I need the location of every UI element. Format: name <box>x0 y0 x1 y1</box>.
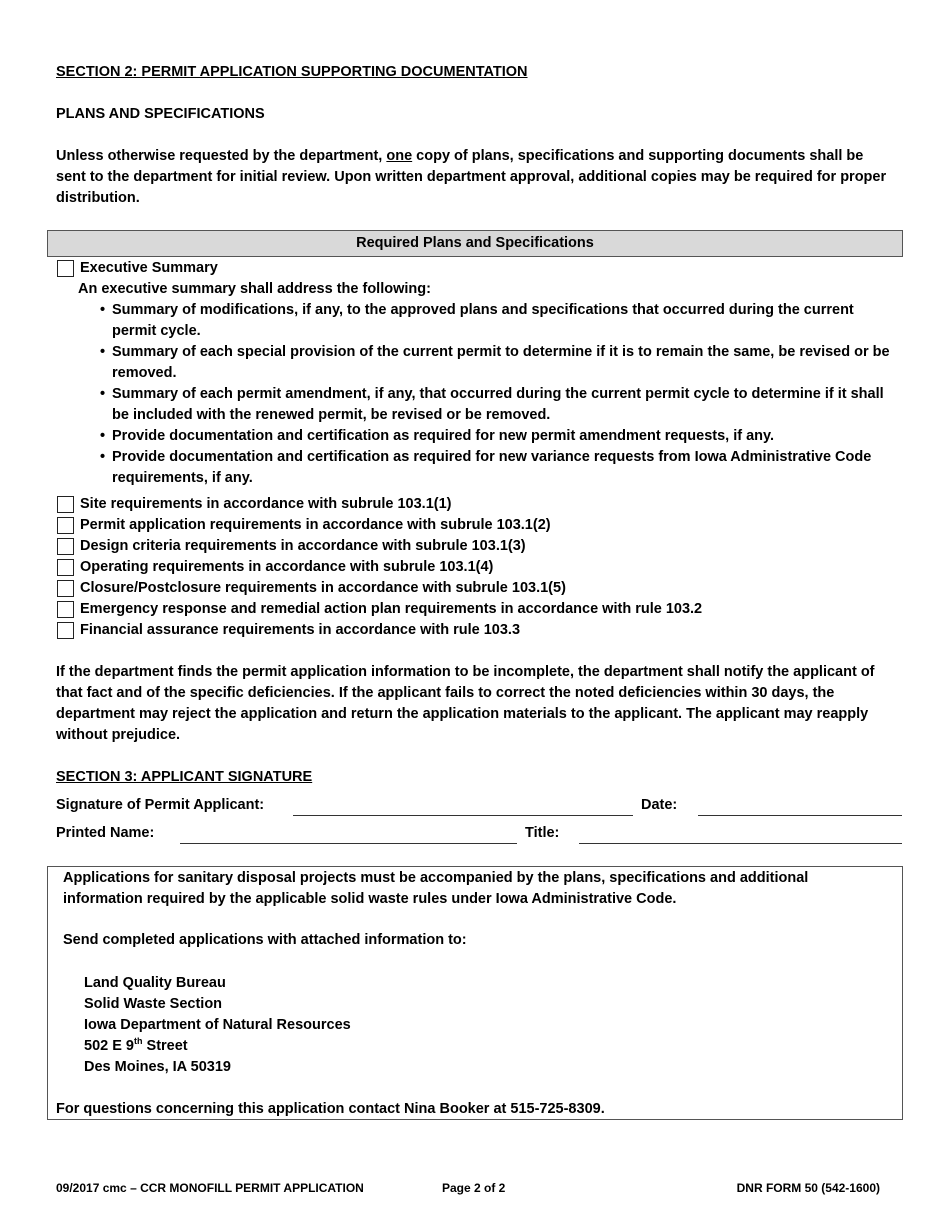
permit-application-requirements-checkbox[interactable] <box>57 517 74 534</box>
printed-name-label: Printed Name: <box>56 825 155 841</box>
applications-note: Applications for sanitary disposal projects must be accompanied by the plans, specifications and additional information required by the applicable solid waste rules under Iowa Administrative Code. <box>63 870 809 907</box>
plans-specifications-heading: PLANS AND SPECIFICATIONS <box>56 106 265 122</box>
operating-requirements-label: Operating requirements in accordance with subrule 103.1(4) <box>80 559 494 575</box>
site-requirements-checkbox[interactable] <box>57 496 74 513</box>
emergency-response-label: Emergency response and remedial action plan requirements in accordance with rule 103.2 <box>80 601 703 617</box>
executive-summary-subtitle: An executive summary shall address the following: <box>78 281 431 297</box>
operating-requirements-checkbox[interactable] <box>57 559 74 576</box>
intro-paragraph <box>56 146 896 209</box>
closure-postclosure-checkbox[interactable] <box>57 580 74 597</box>
list-item: • Summary of modifications, if any, to the approved plans and specifications that occurred during the current permit cycle. <box>100 300 890 342</box>
section-3-heading: SECTION 3: APPLICANT SIGNATURE <box>56 769 313 785</box>
section-2-heading: SECTION 2: PERMIT APPLICATION SUPPORTING DOCUMENTATION <box>56 64 528 80</box>
signature-label: Signature of Permit Applicant: <box>56 797 265 813</box>
address-line-1: Land Quality Bureau <box>84 975 226 991</box>
title-label: Title: <box>525 825 560 841</box>
intro-emphasis: one <box>386 148 413 164</box>
financial-assurance-label: Financial assurance requirements in accordance with rule 103.3 <box>80 622 521 638</box>
footer-form-number: DNR FORM 50 (542-1600) <box>736 1181 880 1195</box>
financial-assurance-checkbox[interactable] <box>57 622 74 639</box>
incomplete-notice: If the department finds the permit application information to be incomplete, the department shall notify the applicant of that fact and of the specific deficiencies. If the applicant fails to correct the noted deficiencies within 30 days, the department may reject the application and return the application materials to the applicant. The applicant may reapply without prejudice. <box>56 664 875 743</box>
executive-summary-checkbox[interactable] <box>57 260 74 277</box>
required-plans-header: Required Plans and Specifications <box>47 230 903 257</box>
closure-postclosure-label: Closure/Postclosure requirements in accordance with subrule 103.1(5) <box>80 580 566 596</box>
street-number: 502 E 9 <box>84 1038 134 1054</box>
executive-summary-bullets <box>100 300 890 489</box>
signature-field[interactable] <box>293 815 633 816</box>
address-street <box>84 1036 188 1057</box>
design-criteria-label: Design criteria requirements in accordance with subrule 103.1(3) <box>80 538 526 554</box>
intro-after: copy of plans, specifications and supporting documents shall be sent to the department for initial review. Upon written department approval, additional copies may be required for proper distribution. <box>56 148 887 206</box>
intro-before: Unless otherwise requested by the department, <box>56 148 387 164</box>
printed-name-field[interactable] <box>180 843 517 844</box>
date-field[interactable] <box>698 815 902 816</box>
emergency-response-checkbox[interactable] <box>57 601 74 618</box>
list-item: • Provide documentation and certification as required for new permit amendment requests, if any. <box>100 426 890 447</box>
executive-summary-label: Executive Summary <box>80 260 218 276</box>
site-requirements-label: Site requirements in accordance with subrule 103.1(1) <box>80 496 452 512</box>
street-rest: Street <box>142 1038 188 1054</box>
contact-text: For questions concerning this application contact Nina Booker at 515-725-8309. <box>56 1101 605 1117</box>
list-item: • Summary of each special provision of the current permit to determine if it is to remain the same, be revised or be removed. <box>100 342 890 384</box>
title-field[interactable] <box>579 843 902 844</box>
footer-left: 09/2017 cmc – CCR MONOFILL PERMIT APPLICATION <box>56 1181 364 1195</box>
address-line-5: Des Moines, IA 50319 <box>84 1059 231 1075</box>
date-label: Date: <box>641 797 678 813</box>
list-item: • Summary of each permit amendment, if any, that occurred during the current permit cycle to determine if it shall be included with the renewed permit, be revised or be removed. <box>100 384 890 426</box>
footer-page-number: Page 2 of 2 <box>442 1181 506 1195</box>
street-superscript: th <box>134 1036 143 1047</box>
permit-application-requirements-label: Permit application requirements in accordance with subrule 103.1(2) <box>80 517 551 533</box>
list-item: • Provide documentation and certification as required for new variance requests from Iowa Administrative Code requirements, if any. <box>100 447 890 489</box>
address-line-3: Iowa Department of Natural Resources <box>84 1017 351 1033</box>
address-line-2: Solid Waste Section <box>84 996 223 1012</box>
design-criteria-checkbox[interactable] <box>57 538 74 555</box>
send-to-text: Send completed applications with attached information to: <box>63 932 467 948</box>
